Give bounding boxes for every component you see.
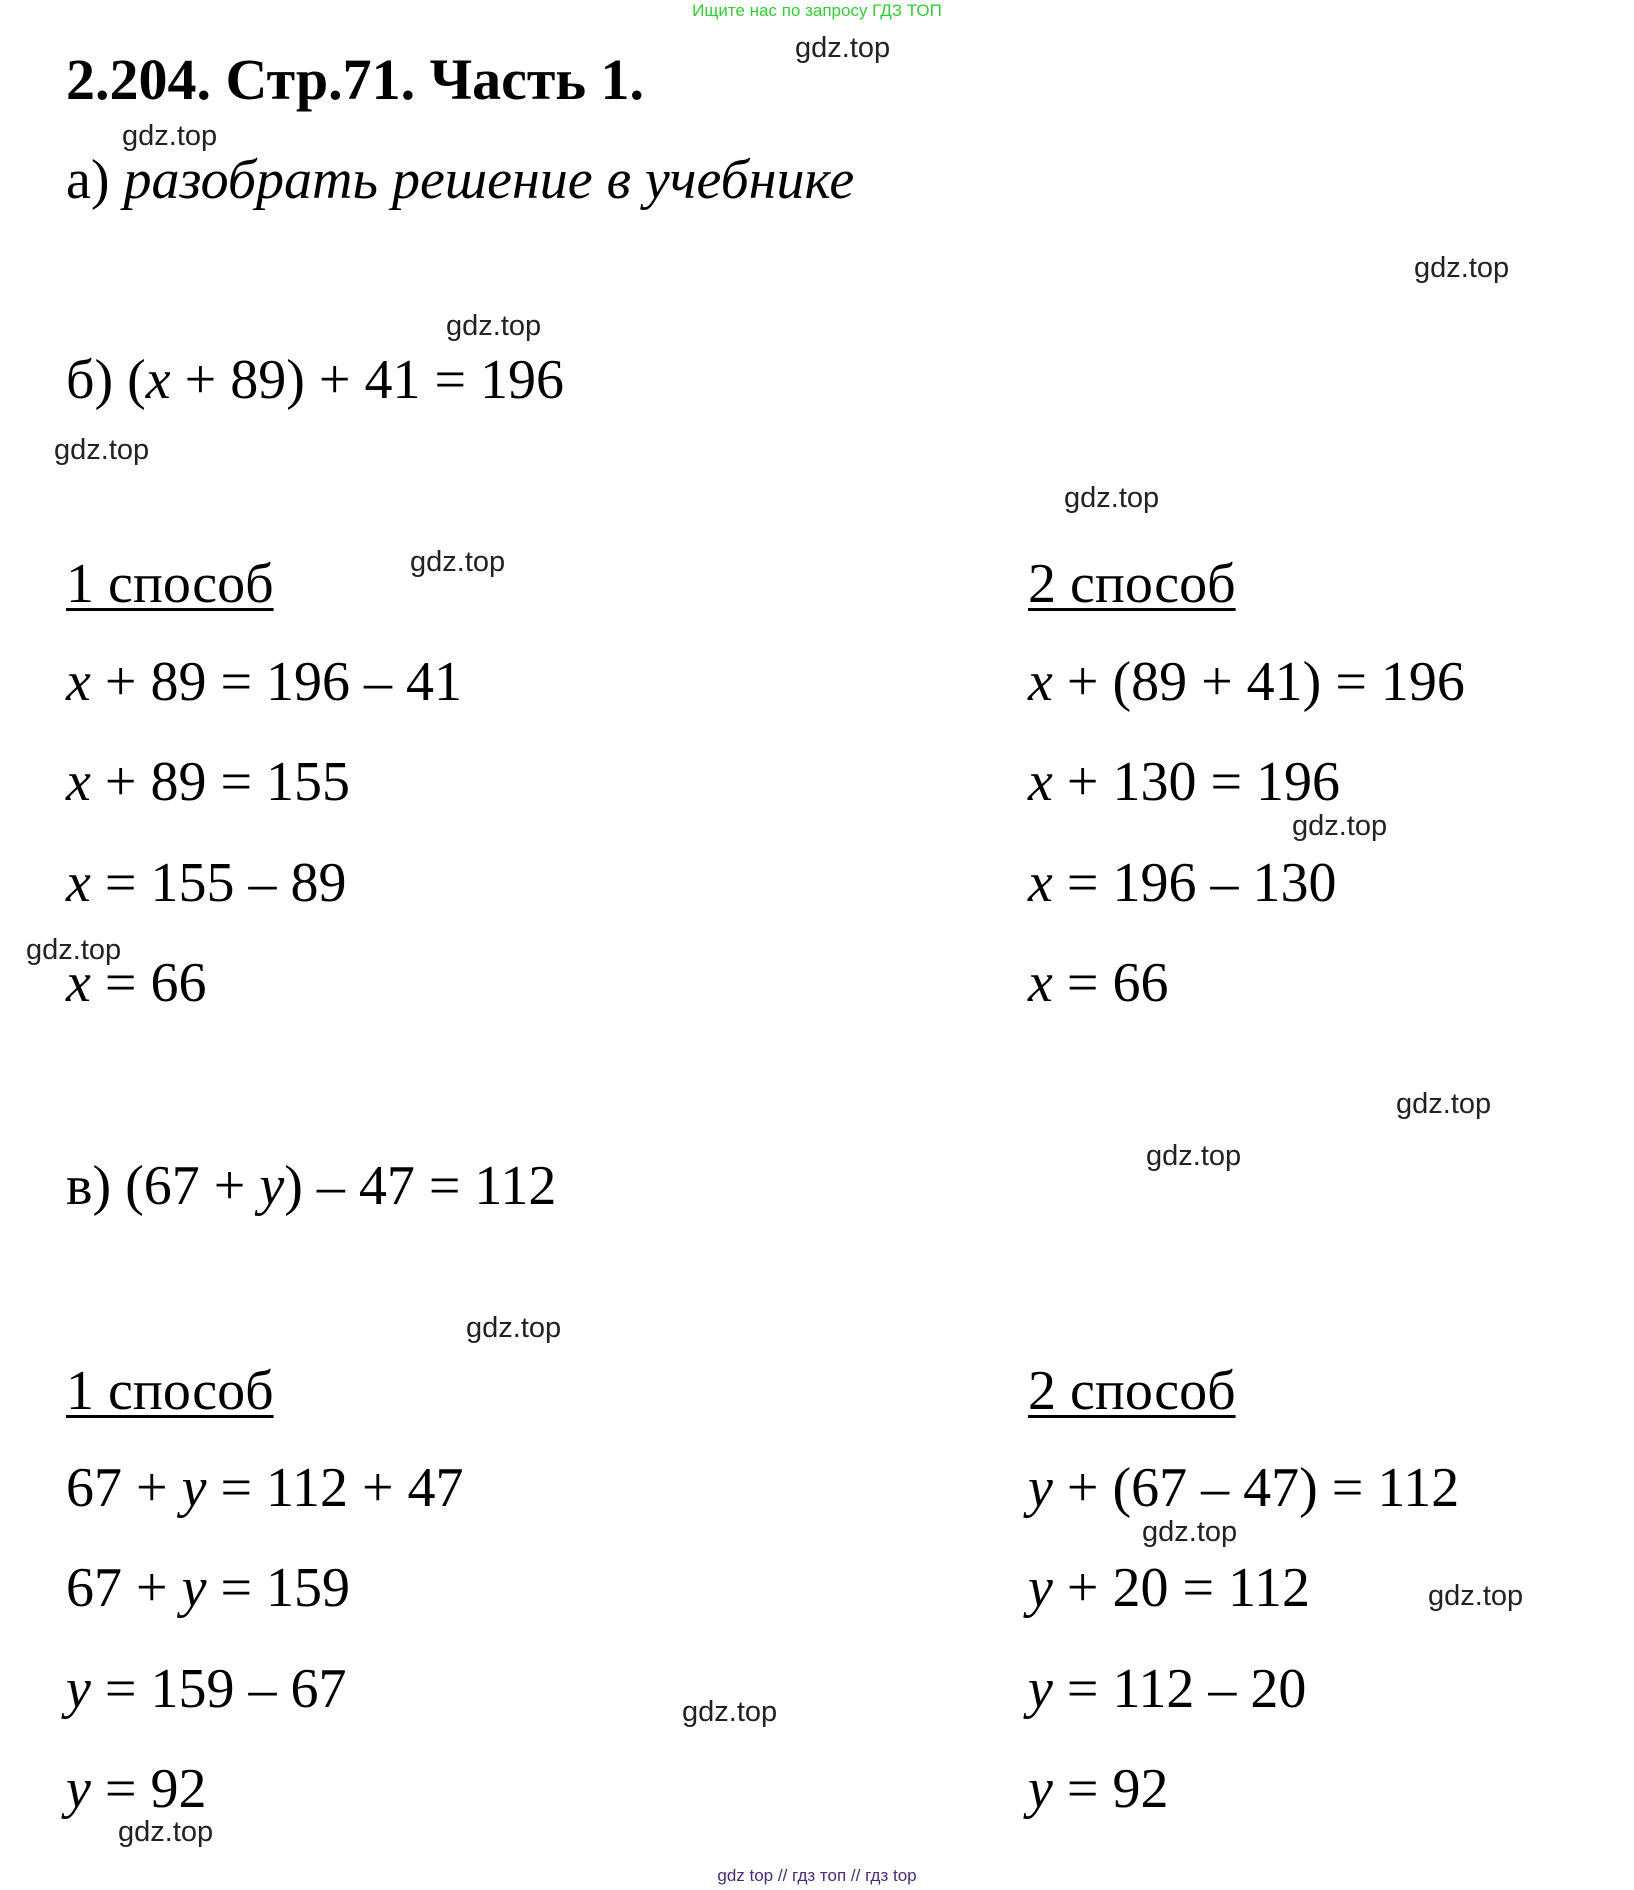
var-x: x bbox=[1028, 651, 1053, 713]
footer-link[interactable]: гдз top bbox=[865, 1866, 917, 1885]
expr: = 92 bbox=[90, 1758, 207, 1820]
expr-pre: 67 + bbox=[66, 1457, 182, 1519]
var-x: x bbox=[1028, 952, 1053, 1014]
expr: = 196 – 130 bbox=[1052, 852, 1337, 914]
expr: = 66 bbox=[90, 952, 207, 1014]
expr: + 89 = 196 – 41 bbox=[90, 651, 463, 713]
expr: + 89 = 155 bbox=[90, 751, 351, 813]
footer-separator: // bbox=[773, 1866, 793, 1885]
item-c-eq-part2: ) – 47 = 112 bbox=[284, 1155, 557, 1217]
item-b-label: б) bbox=[66, 349, 114, 411]
watermark: gdz.top bbox=[1064, 482, 1160, 514]
item-a bbox=[66, 149, 855, 211]
var-y: y bbox=[1028, 1758, 1053, 1820]
item-b-equation bbox=[66, 349, 565, 411]
watermark: gdz.top bbox=[1146, 1140, 1242, 1172]
item-c-label: в) bbox=[66, 1155, 112, 1217]
expr: = 112 + 47 bbox=[206, 1457, 464, 1519]
watermark: gdz.top bbox=[1396, 1088, 1492, 1120]
watermark: gdz.top bbox=[466, 1312, 562, 1344]
expr: = 92 bbox=[1052, 1758, 1169, 1820]
item-b-m2-line bbox=[1028, 952, 1169, 1014]
item-b-method2-title: 2 способ bbox=[1028, 553, 1236, 615]
item-c-m2-line bbox=[1028, 1457, 1460, 1519]
watermark: gdz.top bbox=[1142, 1516, 1238, 1548]
item-c-equation bbox=[66, 1155, 557, 1217]
watermark: gdz.top bbox=[1428, 1580, 1524, 1612]
var-x: x bbox=[1028, 852, 1053, 914]
watermark: gdz.top bbox=[54, 434, 150, 466]
var-x: x bbox=[66, 952, 91, 1014]
expr: + 130 = 196 bbox=[1052, 751, 1341, 813]
footer-links bbox=[0, 1866, 1634, 1886]
watermark: gdz.top bbox=[118, 1816, 214, 1848]
var-y: y bbox=[1028, 1457, 1053, 1519]
var-y: y bbox=[1028, 1557, 1053, 1619]
expr: = 66 bbox=[1052, 952, 1169, 1014]
item-c-eq-var: y bbox=[259, 1155, 285, 1217]
expr: + 20 = 112 bbox=[1052, 1557, 1310, 1619]
item-c-m1-line bbox=[66, 1758, 207, 1820]
watermark: gdz.top bbox=[682, 1696, 778, 1728]
watermark: gdz.top bbox=[1292, 810, 1388, 842]
item-c-m1-line bbox=[66, 1557, 351, 1619]
expr: = 155 – 89 bbox=[90, 852, 347, 914]
var-y: y bbox=[66, 1758, 91, 1820]
expr: = 112 – 20 bbox=[1052, 1658, 1307, 1720]
item-b-m2-line bbox=[1028, 852, 1337, 914]
item-a-label: а) bbox=[66, 149, 110, 211]
expr: = 159 bbox=[206, 1557, 351, 1619]
item-b-eq-part2: + 89) + 41 = 196 bbox=[170, 349, 565, 411]
item-b-m1-line bbox=[66, 852, 347, 914]
watermark: gdz.top bbox=[795, 32, 891, 64]
var-x: x bbox=[66, 852, 91, 914]
item-b-m1-line bbox=[66, 651, 463, 713]
item-a-text: разобрать решение в учебнике bbox=[123, 149, 855, 211]
expr: = 159 – 67 bbox=[90, 1658, 347, 1720]
item-b-m2-line bbox=[1028, 751, 1341, 813]
expr: + (89 + 41) = 196 bbox=[1052, 651, 1465, 713]
footer-separator: // bbox=[846, 1866, 866, 1885]
watermark: gdz.top bbox=[446, 310, 542, 342]
var-y: y bbox=[181, 1457, 207, 1519]
item-b-method1-title: 1 способ bbox=[66, 553, 274, 615]
var-x: x bbox=[66, 751, 91, 813]
watermark: gdz.top bbox=[122, 120, 218, 152]
item-c-m2-line bbox=[1028, 1557, 1310, 1619]
item-b-eq-part1: ( bbox=[127, 349, 146, 411]
var-y: y bbox=[66, 1658, 91, 1720]
item-b-m1-line bbox=[66, 751, 351, 813]
top-banner: Ищите нас по запросу ГДЗ ТОП bbox=[692, 1, 942, 20]
item-b-eq-var: x bbox=[145, 349, 171, 411]
item-c-m2-line bbox=[1028, 1658, 1307, 1720]
watermark: gdz.top bbox=[1414, 252, 1510, 284]
item-b-m2-line bbox=[1028, 651, 1465, 713]
item-c-m1-line bbox=[66, 1457, 464, 1519]
watermark: gdz.top bbox=[410, 546, 506, 578]
expr: + (67 – 47) = 112 bbox=[1052, 1457, 1460, 1519]
watermark: gdz.top bbox=[26, 934, 122, 966]
var-y: y bbox=[1028, 1658, 1053, 1720]
footer-link[interactable]: гдз топ bbox=[792, 1866, 847, 1885]
item-c-eq-part1: (67 + bbox=[125, 1155, 260, 1217]
item-c-method1-title: 1 способ bbox=[66, 1360, 274, 1422]
page-title: 2.204. Стр.71. Часть 1. bbox=[66, 47, 645, 112]
var-x: x bbox=[1028, 751, 1053, 813]
item-c-m1-line bbox=[66, 1658, 347, 1720]
var-x: x bbox=[66, 651, 91, 713]
item-c-method2-title: 2 способ bbox=[1028, 1360, 1236, 1422]
expr-pre: 67 + bbox=[66, 1557, 182, 1619]
var-y: y bbox=[181, 1557, 207, 1619]
footer-link[interactable]: gdz top bbox=[717, 1866, 774, 1885]
item-c-m2-line bbox=[1028, 1758, 1169, 1820]
